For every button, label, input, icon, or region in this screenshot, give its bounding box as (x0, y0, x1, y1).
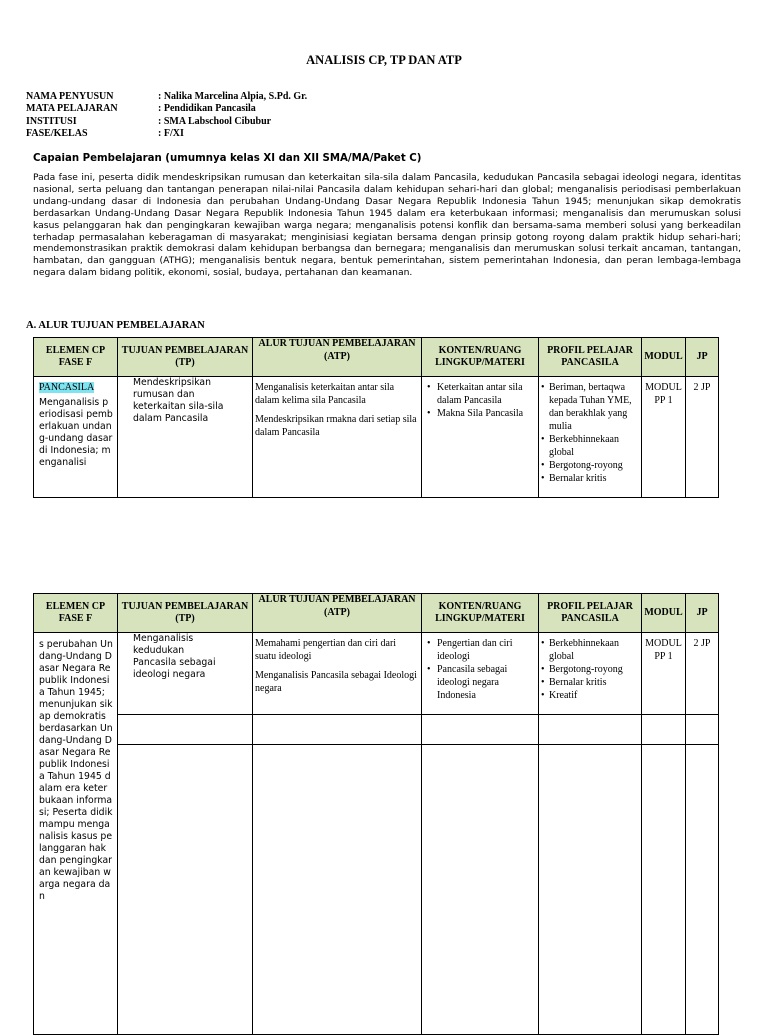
profil-item: • Bernalar kritis (541, 676, 639, 689)
meta-row-subject (26, 103, 307, 115)
modul-cell (642, 633, 686, 715)
elemen-cell (34, 633, 118, 1035)
profil-item: • Bergotong-royong (541, 459, 639, 472)
header-atp: ALUR TUJUAN PEMBELAJARAN (ATP) (253, 338, 422, 377)
empty-cell (642, 745, 686, 1035)
empty-cell (422, 745, 539, 1035)
profil-item: • Beriman, bertaqwa kepada Tuhan YME, dan berakhlak yang mulia (541, 381, 639, 433)
empty-cell (253, 745, 422, 1035)
meta-row-institution (26, 116, 307, 128)
empty-cell (539, 745, 642, 1035)
konten-cell (422, 377, 539, 498)
atp-item: Menganalisis keterkaitan antar sila dalam kelima sila Pancasila (255, 382, 395, 406)
jp-cell (686, 633, 719, 715)
cp-heading: Capaian Pembelajaran (umumnya kelas XI dan XII SMA/MA/Paket C) (33, 153, 422, 164)
header-modul: MODUL (642, 594, 686, 633)
profil-cell (539, 633, 642, 715)
modul-text: MODUL PP 1 (645, 638, 682, 662)
konten-item: • Pancasila sebagai ideologi negara Indonesia (425, 663, 535, 702)
tp-text: Mendeskripsikan rumusan dan keterkaitan sila-sila dalam Pancasila (133, 377, 224, 424)
header-row (34, 338, 719, 377)
header-row (34, 594, 719, 633)
modul-cell (642, 377, 686, 498)
empty-cell (422, 715, 539, 745)
atp-cell (253, 377, 422, 498)
profil-cell (539, 377, 642, 498)
header-elemen: ELEMEN CP FASE F (34, 594, 118, 633)
header-elemen: ELEMEN CP FASE F (34, 338, 118, 377)
meta-label: INSTITUSI (26, 115, 77, 127)
header-jp: JP (686, 594, 719, 633)
table-row (34, 633, 719, 715)
elemen-highlight: PANCASILA (39, 382, 95, 393)
empty-cell (539, 715, 642, 745)
header-konten: KONTEN/RUANG LINGKUP/MATERI (422, 338, 539, 377)
empty-cell (686, 715, 719, 745)
section-heading: A. ALUR TUJUAN PEMBELAJARAN (26, 320, 205, 331)
konten-item: • Makna Sila Pancasila (425, 407, 535, 420)
header-profil: PROFIL PELAJAR PANCASILA (539, 338, 642, 377)
atp-item: Mendeskripsikan rmakna dari setiap sila dalam Pancasila (255, 414, 417, 438)
atp-table-2 (33, 593, 719, 1035)
meta-value: : F/XI (158, 128, 184, 140)
author-info (26, 91, 307, 141)
header-atp: ALUR TUJUAN PEMBELAJARAN (ATP) (253, 594, 422, 633)
cp-paragraph: Pada fase ini, peserta didik mendeskripsikan rumusan dan keterkaitan sila-sila dalam Pancasila, kedudukan Pancasila sebagai ideologi negara, identitas nasional, serta peluang dan tantangan penerapan nilai-nilai Pancasila dalam kehidupan sehari-hari dan global; menganalisis periodisasi pemberlakuan undang-undang dasar di Indonesia dan perubahan Undang-Undang Dasar Negara Republik Indonesia Tahun 1945; menunjukan sikap demokratis berdasarkan Undang-Undang Dasar Negara Republik Indonesia Tahun 1945 dalam era keterbukaan informasi; menganalisis dan merumuskan solusi kasus pelanggaran hak dan pengingkaran kewajiban warga negara; menganalisis potensi konflik dan bersama-sama memberi solusi yang berkeadilan terhadap permasalahan keberagaman di masyarakat; menginisiasi kegiatan bersama dengan prinsip gotong royong dalam praktik hidup sehari-hari; mendemonstrasikan praktik demokrasi dalam kehidupan berbangsa dan bernegara; menganalisis dan merumuskan solusi terkait ancaman, tantangan, hambatan, dan gangguan (ATHG); menganalisis bentuk negara, bentuk pemerintahan, sistem pemerintahan Indonesia, dan peran lembaga-lembaga negara dalam bidang politik, ekonomi, sosial, budaya, pertahanan dan keamanan. (33, 172, 741, 279)
header-tp: TUJUAN PEMBELAJARAN (TP) (118, 594, 253, 633)
atp-table-1 (33, 337, 719, 498)
elemen-text: s perubahan Undang-Undang Dasar Negara Republik Indonesia Tahun 1945; menunjukan sikap demokratis berdasarkan Undang-Undang Dasar Negara Republik Indonesia Tahun 1945 dalam era keterbukaan informasi; Peserta didik mampu menganalisis kasus pelanggaran hak dan pengingkaran kewajiban warga negara dan (39, 639, 113, 902)
meta-value: : Nalika Marcelina Alpia, S.Pd. Gr. (158, 91, 308, 102)
document-title: ANALISIS CP, TP DAN ATP (306, 53, 462, 67)
jp-text: 2 JP (693, 638, 711, 649)
jp-cell (686, 377, 719, 498)
tp-cell (118, 377, 253, 498)
meta-value: : Pendidikan Pancasila (158, 103, 256, 115)
elemen-text: Menganalisis periodisasi pemberlakuan undang-undang dasar di Indonesia; menganalisi (39, 397, 113, 468)
header-profil: PROFIL PELAJAR PANCASILA (539, 594, 642, 633)
empty-cell (686, 745, 719, 1035)
profil-item: • Kreatif (541, 689, 639, 702)
modul-text: MODUL PP 1 (645, 382, 682, 406)
meta-value: : SMA Labschool Cibubur (158, 115, 272, 127)
header-konten: KONTEN/RUANG LINGKUP/MATERI (422, 594, 539, 633)
tp-text: Menganalisis kedudukan Pancasila sebagai ideologi negara (133, 633, 216, 680)
header-modul: MODUL (642, 338, 686, 377)
empty-cell (118, 745, 253, 1035)
tp-cell (118, 633, 253, 715)
empty-cell (642, 715, 686, 745)
meta-label: MATA PELAJARAN (26, 103, 118, 115)
atp-item: Memahami pengertian dan ciri dari suatu ideologi (255, 638, 397, 662)
empty-cell (253, 715, 422, 745)
konten-cell (422, 633, 539, 715)
meta-label: NAMA PENYUSUN (26, 91, 114, 102)
empty-row (34, 745, 719, 1035)
profil-item: • Berkebhinnekaan global (541, 433, 639, 459)
empty-row (34, 715, 719, 745)
profil-item: • Bernalar kritis (541, 472, 639, 485)
jp-text: 2 JP (693, 382, 711, 393)
table-row (34, 377, 719, 498)
konten-item: • Pengertian dan ciri ideologi (425, 637, 535, 663)
elemen-cell (34, 377, 118, 498)
profil-item: • Berkebhinnekaan global (541, 637, 639, 663)
meta-row-author (26, 91, 307, 103)
header-tp: TUJUAN PEMBELAJARAN (TP) (118, 338, 253, 377)
atp-cell (253, 633, 422, 715)
empty-cell (118, 715, 253, 745)
profil-item: • Bergotong-royong (541, 663, 639, 676)
atp-item: Menganalisis Pancasila sebagai Ideologi negara (255, 670, 417, 694)
konten-item: • Keterkaitan antar sila dalam Pancasila (425, 381, 535, 407)
meta-row-phase (26, 128, 307, 140)
header-jp: JP (686, 338, 719, 377)
meta-label: FASE/KELAS (26, 128, 88, 140)
